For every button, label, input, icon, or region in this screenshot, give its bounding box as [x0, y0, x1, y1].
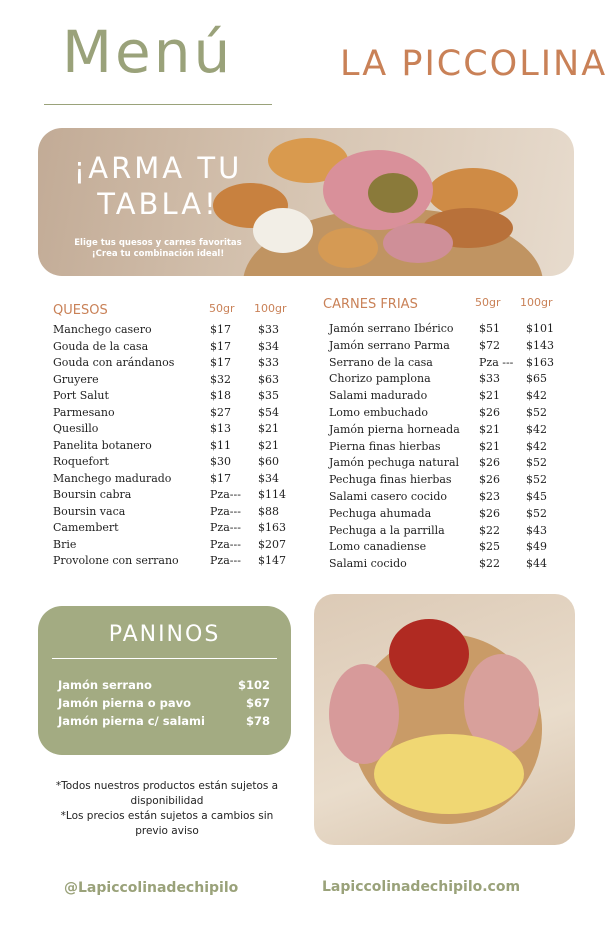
price-100gr: $101 — [526, 322, 554, 335]
price-100gr: $21 — [258, 422, 279, 435]
item-name: Brie — [53, 537, 77, 551]
note-line: *Los precios están sujetos a cambios sin — [60, 810, 274, 822]
item-name: Boursin cabra — [53, 488, 132, 501]
price-50gr: $22 — [479, 523, 500, 537]
panino-price: $78 — [245, 714, 270, 728]
price-100gr: $52 — [526, 506, 547, 520]
carnes-item — [329, 406, 569, 422]
price-50gr: Pza--- — [210, 554, 241, 567]
carnes-item — [329, 440, 569, 456]
price-100gr: $44 — [526, 557, 547, 571]
item-name: Lomo embuchado — [329, 406, 429, 419]
carnes-item — [329, 372, 569, 388]
quesos-item — [53, 505, 293, 521]
item-name: Gruyere — [53, 372, 99, 386]
quesos-item — [53, 340, 293, 356]
price-100gr: $207 — [258, 537, 286, 551]
item-name: Manchego casero — [53, 323, 152, 336]
carnes-item — [329, 389, 569, 405]
item-name: Pechuga finas hierbas — [329, 473, 452, 487]
price-50gr: $17 — [210, 323, 231, 336]
header-divider — [44, 104, 272, 105]
item-name: Boursin vaca — [53, 504, 126, 518]
quesos-item — [53, 422, 293, 438]
quesos-item — [53, 455, 293, 471]
hero-subtitle — [38, 238, 278, 260]
price-100gr: $34 — [258, 471, 279, 485]
carnes-item — [329, 540, 569, 556]
item-name: Parmesano — [53, 405, 115, 419]
price-50gr: $22 — [479, 557, 500, 571]
menu-title: Menú — [62, 18, 234, 86]
price-50gr: $17 — [210, 339, 231, 353]
quesos-item — [53, 356, 293, 372]
price-50gr: $21 — [479, 389, 500, 403]
item-name: Jamón pechuga natural — [329, 456, 460, 470]
hero-headline-line2: TABLA! — [97, 187, 219, 221]
panino-item — [58, 678, 270, 696]
instagram-handle: @Lapiccolinadechipilo — [64, 880, 239, 896]
cheese-shape — [374, 734, 524, 814]
price-100gr: $52 — [526, 456, 547, 470]
price-100gr: $60 — [258, 455, 279, 468]
price-50gr: $11 — [210, 438, 231, 452]
price-50gr: $26 — [479, 406, 500, 419]
item-name: Gouda de la casa — [53, 339, 149, 353]
price-50gr: $17 — [210, 471, 231, 485]
price-50gr: $26 — [479, 456, 500, 470]
carnes-item — [329, 339, 569, 355]
price-50gr: Pza --- — [479, 355, 514, 369]
olives-shape — [368, 173, 418, 213]
item-name: Chorizo pamplona — [329, 372, 431, 386]
carnes-item — [329, 507, 569, 523]
price-100gr: $147 — [258, 554, 286, 567]
price-100gr: $42 — [526, 422, 547, 436]
price-50gr: $26 — [479, 506, 500, 520]
price-100gr: $34 — [258, 339, 279, 353]
item-name: Salami cocido — [329, 557, 407, 571]
price-100gr: $65 — [526, 372, 547, 386]
hero-subtitle-line1: Elige tus quesos y carnes favoritas — [74, 238, 242, 248]
hero-headline — [38, 150, 278, 222]
carnes-item — [329, 524, 569, 540]
quesos-item — [53, 406, 293, 422]
item-name: Quesillo — [53, 422, 99, 435]
quesos-item — [53, 488, 293, 504]
quesos-item — [53, 439, 293, 455]
quesos-item — [53, 389, 293, 405]
price-50gr: $30 — [210, 455, 231, 468]
price-100gr: $63 — [258, 372, 279, 386]
price-100gr: $35 — [258, 389, 279, 402]
bread-shape — [318, 228, 378, 268]
brand-name: LA PICCOLINA — [340, 44, 608, 84]
price-50gr: Pza--- — [210, 521, 241, 534]
item-name: Manchego madurado — [53, 471, 172, 485]
price-100gr: $42 — [526, 439, 547, 453]
price-50gr: $13 — [210, 422, 231, 435]
price-100gr: $163 — [258, 521, 286, 534]
price-100gr: $33 — [258, 323, 279, 336]
price-100gr: $163 — [526, 355, 554, 369]
quesos-col-100: 100gr — [254, 302, 287, 315]
item-name: Pechuga a la parrilla — [329, 523, 445, 537]
salami-rose-shape — [389, 619, 469, 689]
panino-item — [58, 714, 270, 732]
item-name: Provolone con serrano — [53, 554, 179, 567]
panino-price: $102 — [237, 678, 270, 692]
panino-name: Jamón pierna c/ salami — [58, 714, 205, 728]
carnes-item — [329, 473, 569, 489]
carnes-col-100: 100gr — [520, 296, 553, 309]
item-name: Salami casero cocido — [329, 490, 447, 503]
quesos-col-50: 50gr — [209, 302, 235, 315]
carnes-title: CARNES FRIAS — [323, 297, 418, 312]
price-50gr: $21 — [479, 439, 500, 453]
panino-name: Jamón pierna o pavo — [58, 696, 192, 710]
price-100gr: $21 — [258, 438, 279, 452]
item-name: Jamón pierna horneada — [329, 422, 460, 436]
hero-subtitle-line2: ¡Crea tu combinación ideal! — [91, 249, 225, 259]
quesos-item — [53, 472, 293, 488]
price-100gr: $45 — [526, 490, 547, 503]
note-line: disponibilidad — [130, 795, 204, 807]
carnes-item — [329, 557, 569, 573]
carnes-item — [329, 322, 569, 338]
item-name: Pierna finas hierbas — [329, 439, 441, 453]
availability-note — [40, 779, 294, 839]
price-50gr: $25 — [479, 540, 500, 554]
item-name: Camembert — [53, 521, 119, 534]
quesos-item — [53, 538, 293, 554]
item-name: Serrano de la casa — [329, 355, 433, 369]
board-photo — [314, 594, 575, 845]
item-name: Pechuga ahumada — [329, 506, 432, 520]
price-50gr: $17 — [210, 356, 231, 369]
carnes-item — [329, 456, 569, 472]
item-name: Gouda con arándanos — [53, 356, 175, 369]
price-50gr: Pza--- — [210, 488, 241, 501]
price-50gr: $18 — [210, 389, 231, 402]
panino-price: $67 — [245, 696, 270, 710]
price-50gr: $23 — [479, 490, 500, 503]
price-50gr: $26 — [479, 473, 500, 487]
price-50gr: $51 — [479, 322, 500, 335]
quesos-item — [53, 554, 293, 570]
item-name: Salami madurado — [329, 389, 428, 403]
quesos-item — [53, 323, 293, 339]
website-link[interactable]: Lapiccolinadechipilo.com — [322, 879, 521, 895]
paninos-panel — [38, 606, 291, 755]
carnes-item — [329, 356, 569, 372]
price-100gr: $54 — [258, 405, 279, 419]
carnes-col-50: 50gr — [475, 296, 501, 309]
hero-banner — [38, 128, 574, 276]
item-name: Port Salut — [53, 389, 109, 402]
ham-shape — [383, 223, 453, 263]
price-50gr: $27 — [210, 405, 231, 419]
note-line: previo aviso — [135, 825, 199, 837]
quesos-item — [53, 521, 293, 537]
price-50gr: Pza--- — [210, 537, 241, 551]
item-name: Lomo canadiense — [329, 540, 427, 554]
price-50gr: $21 — [479, 422, 500, 436]
item-name: Panelita botanero — [53, 438, 152, 452]
item-name: Jamón serrano Ibérico — [329, 322, 454, 335]
price-50gr: Pza--- — [210, 504, 241, 518]
price-100gr: $49 — [526, 540, 547, 554]
carnes-item — [329, 423, 569, 439]
price-100gr: $42 — [526, 389, 547, 403]
note-line: *Todos nuestros productos están sujetos a — [55, 780, 279, 792]
item-name: Roquefort — [53, 455, 109, 468]
panino-name: Jamón serrano — [58, 678, 152, 692]
hero-headline-line1: ¡ARMA TU — [73, 151, 243, 185]
price-50gr: $32 — [210, 372, 231, 386]
price-50gr: $33 — [479, 372, 500, 386]
price-100gr: $114 — [258, 488, 286, 501]
price-100gr: $52 — [526, 406, 547, 419]
price-50gr: $72 — [479, 338, 500, 352]
price-100gr: $33 — [258, 356, 279, 369]
panino-item — [58, 696, 270, 714]
paninos-divider — [52, 658, 277, 659]
price-100gr: $143 — [526, 338, 554, 352]
paninos-title: PANINOS — [108, 622, 221, 647]
carnes-item — [329, 490, 569, 506]
item-name: Jamón serrano Parma — [329, 338, 450, 352]
quesos-item — [53, 373, 293, 389]
price-100gr: $52 — [526, 473, 547, 487]
quesos-title: QUESOS — [53, 303, 108, 318]
price-100gr: $88 — [258, 504, 279, 518]
price-100gr: $43 — [526, 523, 547, 537]
